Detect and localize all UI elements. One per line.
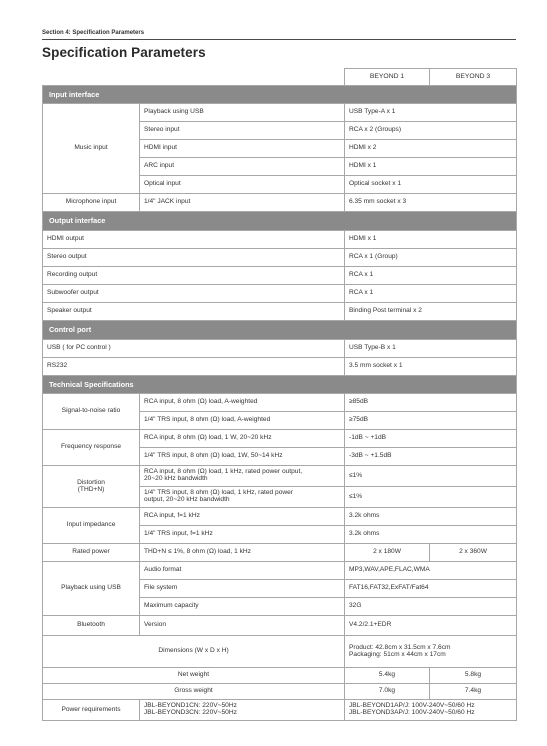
row-label: Audio format <box>140 562 345 580</box>
table-row <box>43 544 517 562</box>
table-row <box>43 636 517 668</box>
row-label: RCA input, 8 ohm (Ω) load, 1 W, 20~20 kHz <box>140 430 345 448</box>
row-label: RCA input, f=1 kHz <box>140 508 345 526</box>
row-label: Recording output <box>43 267 345 285</box>
row-value-beyond-1: 5.4kg <box>345 668 430 684</box>
row-value: 3.2k ohms <box>345 508 517 526</box>
section-heading-control: Control port <box>43 321 517 340</box>
row-label: RS232 <box>43 358 345 376</box>
table-row <box>43 285 517 303</box>
row-value-beyond-1: 7.0kg <box>345 684 430 700</box>
row-label-line: 1/4" TRS input, 8 ohm (Ω) load, 1 kHz, rated power <box>144 489 293 497</box>
row-label: 1/4" TRS input, 8 ohm (Ω) load, A-weighted <box>140 412 345 430</box>
snr-label: Signal-to-noise ratio <box>43 394 140 430</box>
section-header: Section 4: Specification Parameters <box>42 30 145 36</box>
row-value: -1dB ~ +1dB <box>345 430 517 448</box>
row-label <box>140 700 345 721</box>
row-value-beyond-3: 5.8kg <box>430 668 517 684</box>
row-label: 1/4" TRS input, 8 ohm (Ω) load, 1W, 50~14 kHz <box>140 448 345 466</box>
power-value-line: JBL-BEYOND3AP/J: 100V-240V~50/60 Hz <box>349 709 475 716</box>
row-value: ≥85dB <box>345 394 517 412</box>
section-row <box>43 376 517 394</box>
row-value: RCA x 1 <box>345 285 517 303</box>
row-label: 1/4" JACK input <box>140 194 345 212</box>
row-label: Subwoofer output <box>43 285 345 303</box>
row-label: RCA input, 8 ohm (Ω) load, A-weighted <box>140 394 345 412</box>
dimensions-packaging: Packaging: 51cm x 44cm x 17cm <box>349 650 446 658</box>
table-row <box>43 194 517 212</box>
row-value: MP3,WAV,APE,FLAC,WMA <box>345 562 517 580</box>
playback-usb-label: Playback using USB <box>43 562 140 616</box>
row-value: USB Type-A x 1 <box>345 104 517 122</box>
row-value: ≥75dB <box>345 412 517 430</box>
row-value: ≤1% <box>345 466 517 487</box>
row-label: Version <box>140 616 345 636</box>
table-row <box>43 394 517 412</box>
table-row <box>43 430 517 448</box>
row-value <box>345 700 517 721</box>
net-weight-label: Net weight <box>43 668 345 684</box>
row-label: HDMI input <box>140 140 345 158</box>
row-value: ≤1% <box>345 487 517 508</box>
row-label-line: output, 20~20 kHz bandwidth <box>144 496 230 503</box>
table-row <box>43 231 517 249</box>
power-line: JBL-BEYOND3CN: 220V~50Hz <box>144 709 237 716</box>
input-impedance-label: Input impedance <box>43 508 140 544</box>
table-row <box>43 249 517 267</box>
row-value: 3.2k ohms <box>345 526 517 544</box>
dimensions-product: Product: 42.8cm x 31.5cm x 7.6cm <box>349 643 451 651</box>
row-value <box>345 636 517 668</box>
bluetooth-label: Bluetooth <box>43 616 140 636</box>
frequency-response-label: Frequency response <box>43 430 140 466</box>
row-value: HDMI x 2 <box>345 140 517 158</box>
header-divider <box>42 39 516 40</box>
power-line: JBL-BEYOND1CN: 220V~50Hz <box>144 702 237 710</box>
distortion-label-line: Distortion <box>77 478 105 486</box>
table-row <box>43 668 517 684</box>
row-label: Speaker output <box>43 303 345 321</box>
microphone-input-label: Microphone input <box>43 194 140 212</box>
row-label: THD+N ≤ 1%, 8 ohm (Ω) load, 1 kHz <box>140 544 345 562</box>
section-row <box>43 321 517 340</box>
row-label: Stereo input <box>140 122 345 140</box>
rated-power-label: Rated power <box>43 544 140 562</box>
row-value-beyond-3: 7.4kg <box>430 684 517 700</box>
dimensions-label: Dimensions (W x D x H) <box>43 636 345 668</box>
table-row <box>43 358 517 376</box>
table-row <box>43 700 517 721</box>
row-value: HDMI x 1 <box>345 231 517 249</box>
row-label-line: 20~20 kHz bandwidth <box>144 475 208 482</box>
row-label: ARC input <box>140 158 345 176</box>
page-title: Specification Parameters <box>42 45 206 60</box>
distortion-label <box>43 466 140 508</box>
row-label <box>140 466 345 487</box>
table-row <box>43 303 517 321</box>
row-label: 1/4" TRS input, f=1 kHz <box>140 526 345 544</box>
row-label: Stereo output <box>43 249 345 267</box>
music-input-label: Music input <box>43 104 140 194</box>
column-beyond-3: BEYOND 3 <box>430 69 517 86</box>
row-value: 3.5 mm socket x 1 <box>345 358 517 376</box>
row-value: 6.35 mm socket x 3 <box>345 194 517 212</box>
power-requirements-label: Power requirements <box>43 700 140 721</box>
power-value-line: JBL-BEYOND1AP/J: 100V-240V~50/60 Hz <box>349 702 475 710</box>
section-heading-output: Output interface <box>43 212 517 231</box>
row-value: Binding Post terminal x 2 <box>345 303 517 321</box>
table-row <box>43 340 517 358</box>
row-label: Maximum capacity <box>140 598 345 616</box>
gross-weight-label: Gross weight <box>43 684 345 700</box>
section-row <box>43 86 517 104</box>
row-value: RCA x 1 <box>345 267 517 285</box>
spec-table <box>42 68 517 721</box>
section-row <box>43 212 517 231</box>
section-heading-input: Input interface <box>43 86 517 104</box>
row-value: HDMI x 1 <box>345 158 517 176</box>
row-value: Optical socket x 1 <box>345 176 517 194</box>
row-value: 32G <box>345 598 517 616</box>
row-label-line: RCA input, 8 ohm (Ω) load, 1 kHz, rated power output, <box>144 468 303 476</box>
row-label: USB ( for PC control ) <box>43 340 345 358</box>
table-row <box>43 616 517 636</box>
table-row <box>43 684 517 700</box>
table-row <box>43 267 517 285</box>
distortion-label-line: (THD+N) <box>77 485 105 493</box>
section-heading-technical: Technical Specifications <box>43 376 517 394</box>
table-header-row <box>43 69 517 86</box>
row-label <box>140 487 345 508</box>
header-blank-cell <box>43 69 345 86</box>
row-value: FAT16,FAT32,ExFAT/Fat64 <box>345 580 517 598</box>
row-label: HDMI output <box>43 231 345 249</box>
row-value: RCA x 2 (Groups) <box>345 122 517 140</box>
row-value: V4.2/2.1+EDR <box>345 616 517 636</box>
row-value: USB Type-B x 1 <box>345 340 517 358</box>
row-label: Optical input <box>140 176 345 194</box>
row-value: -3dB ~ +1.5dB <box>345 448 517 466</box>
row-value-beyond-1: 2 x 180W <box>345 544 430 562</box>
table-row <box>43 562 517 580</box>
table-row <box>43 508 517 526</box>
row-value: RCA x 1 (Group) <box>345 249 517 267</box>
column-beyond-1: BEYOND 1 <box>345 69 430 86</box>
table-row <box>43 466 517 487</box>
table-row <box>43 104 517 122</box>
row-label: File system <box>140 580 345 598</box>
row-label: Playback using USB <box>140 104 345 122</box>
row-value-beyond-3: 2 x 360W <box>430 544 517 562</box>
